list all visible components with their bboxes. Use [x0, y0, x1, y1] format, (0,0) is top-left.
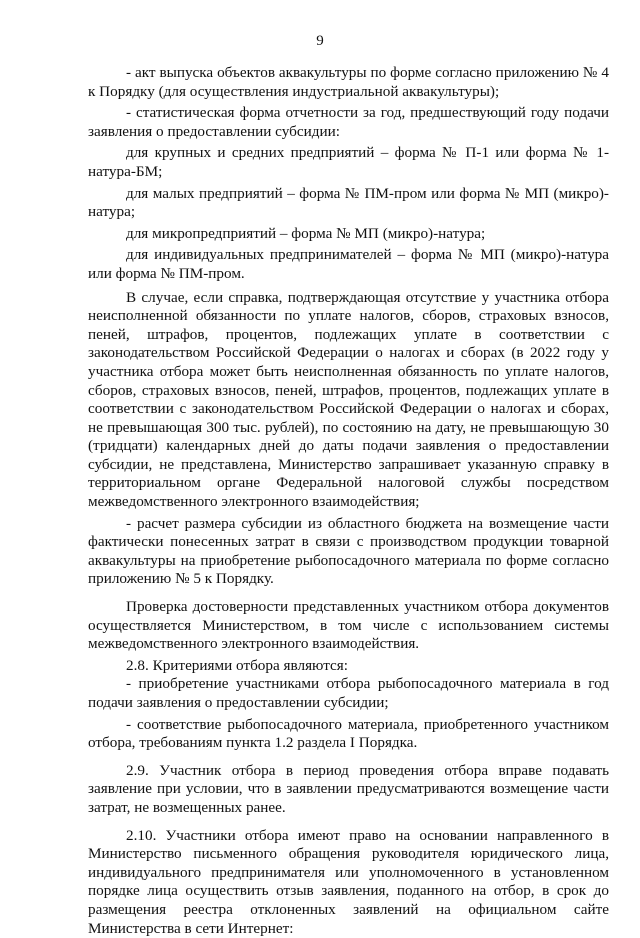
paragraph-2-8-heading: 2.8. Критериями отбора являются: [126, 656, 348, 674]
paragraph-large-enterprises: для крупных и средних предприятий – форма № П-1 или форма № 1-натура-БМ; [88, 144, 609, 180]
paragraph-subsidy-calculation: - расчет размера субсидии из областного бюджета на возмещение части фактически понесенных затрат в связи с производством продукции товарной аквакультуры на приобретение рыбопосадочного материала по форме согласно приложению № 5 к Порядку. [88, 514, 609, 588]
paragraph-criterion-purchase: - приобретение участниками отбора рыбопосадочного материала в год подачи заявления о предоставлении субсидии; [88, 675, 609, 711]
paragraph-aquaculture-act: - акт выпуска объектов аквакультуры по форме согласно приложению № 4 к Порядку (для осуществления индустриальной аквакультуры); [88, 64, 609, 100]
paragraph-tax-certificate: В случае, если справка, подтверждающая отсутствие у участника отбора неисполненной обязанности по уплате налогов, сборов, страховых взносов, пеней, штрафов, процентов, подлежащих уплате в соответствии с законодательством Российской Федерации о налогах и сборах (в 2022 году у участника отбора может быть неисполненная обязанность по уплате налогов, сборов, страховых взносов, пеней, штрафов, процентов, подлежащих уплате в соответствии с законодательством Российской Федерации о налогах и сборах, не превышающая 300 тыс. рублей), по состоянию на дату, не превышающую 30 (тридцати) календарных дней до даты подачи заявления о предоставлении субсидии, не представлена, Министерство запрашивает указанную справку в территориальном органе Федеральной налоговой службы посредством межведомственного электронного взаимодействия; [88, 288, 609, 511]
paragraph-criterion-compliance: - соответствие рыбопосадочного материала, приобретенного участником отбора, требованиям пункта 1.2 раздела I Порядка. [88, 715, 609, 752]
page-number: 9 [316, 33, 324, 49]
paragraph-micro-enterprises: для микропредприятий – форма № МП (микро)-натура; [126, 224, 486, 242]
paragraph-verification: Проверка достоверности представленных участником отбора документов осуществляется Министерством, в том числе с использованием системы межведомственного электронного взаимодействия. [88, 598, 609, 653]
paragraph-statistical-form: - статистическая форма отчетности за год, предшествующий году подачи заявления о предоставлении субсидии: [88, 104, 609, 140]
paragraph-individual-entrepreneurs: для индивидуальных предпринимателей – форма № МП (микро)-натура или форма № ПМ-пром. [88, 246, 609, 282]
document-body [88, 64, 609, 938]
paragraph-2-9: 2.9. Участник отбора в период проведения отбора вправе подавать заявление при условии, что в заявлении предусматриваются возмещение части затрат, не возмещенных ранее. [88, 761, 609, 816]
paragraph-2-10: 2.10. Участники отбора имеют право на основании направленного в Министерство письменного обращения руководителя юридического лица, индивидуального предпринимателя или уполномоченного в установленном порядке лица осуществить отзыв заявления, поданного на отбор, в срок до размещения реестра отклоненных заявлений на официальном сайте Министерства в сети Интернет: [88, 826, 609, 937]
paragraph-small-enterprises: для малых предприятий – форма № ПМ-пром или форма № МП (микро)-натура; [88, 184, 609, 221]
